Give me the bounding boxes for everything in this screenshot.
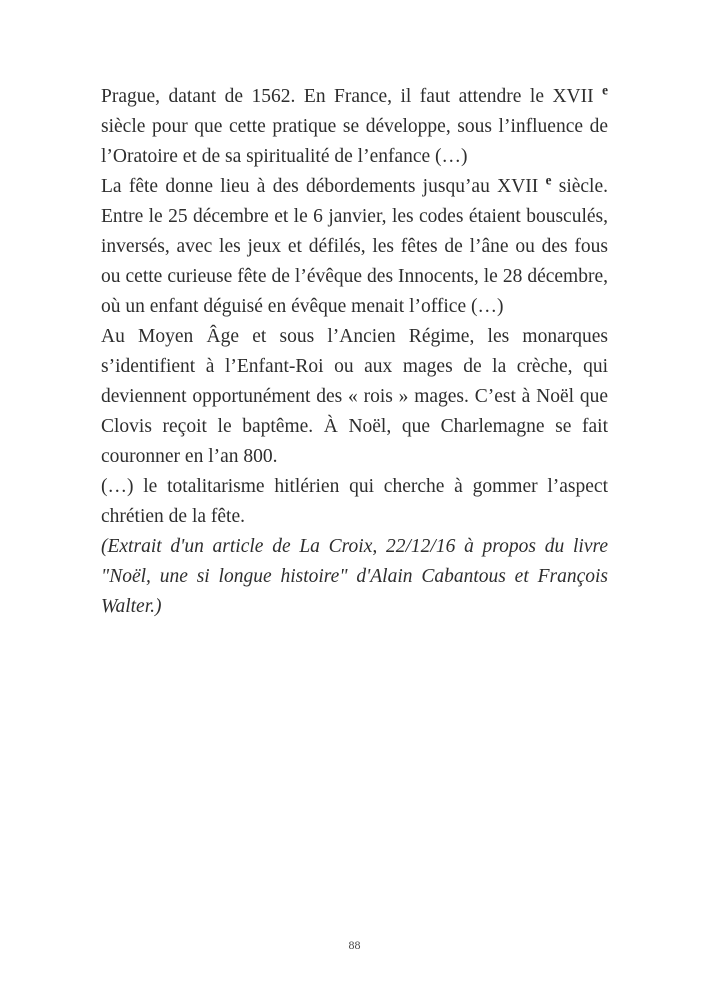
- superscript-ordinal: e: [602, 82, 608, 98]
- text-run: siècle. Entre le 25 décembre et le 6 janvier, les codes étaient bousculés, inversés, avec les jeux et défilés, les fêtes de l’âne ou des fous ou cette curieuse fête de l’évêque des Innocents, le 28 décembre, où un enfant déguisé en évêque menait l’office (…): [101, 176, 608, 317]
- text-run: (Extrait d'un article de La Croix, 22/12/16 à propos du livre "Noël, une si longue histoire" d'Alain Cabantous et François Walter.): [101, 536, 608, 617]
- text-run: (…) le totalitarisme hitlérien qui cherche à gommer l’aspect chrétien de la fête.: [101, 476, 608, 527]
- text-run: siècle pour que cette pratique se développe, sous l’influence de l’Oratoire et de sa spiritualité de l’enfance (…): [101, 116, 608, 167]
- paragraph: [101, 532, 608, 622]
- paragraph: [101, 322, 608, 472]
- page-body: [101, 82, 608, 622]
- superscript-ordinal: e: [545, 172, 552, 188]
- text-run: Prague, datant de 1562. En France, il faut attendre le XVII: [101, 86, 603, 107]
- paragraph: [101, 172, 608, 322]
- paragraph: [101, 472, 608, 532]
- page-number: 88: [348, 938, 361, 952]
- text-run: La fête donne lieu à des débordements jusqu’au XVII: [101, 176, 546, 197]
- text-run: Au Moyen Âge et sous l’Ancien Régime, les monarques s’identifient à l’Enfant-Roi ou aux mages de la crèche, qui deviennent opportunément des « rois » mages. C’est à Noël que Clovis reçoit le baptême. À Noël, que Charlemagne se fait couronner en l’an 800.: [101, 326, 608, 467]
- paragraph: [101, 82, 608, 172]
